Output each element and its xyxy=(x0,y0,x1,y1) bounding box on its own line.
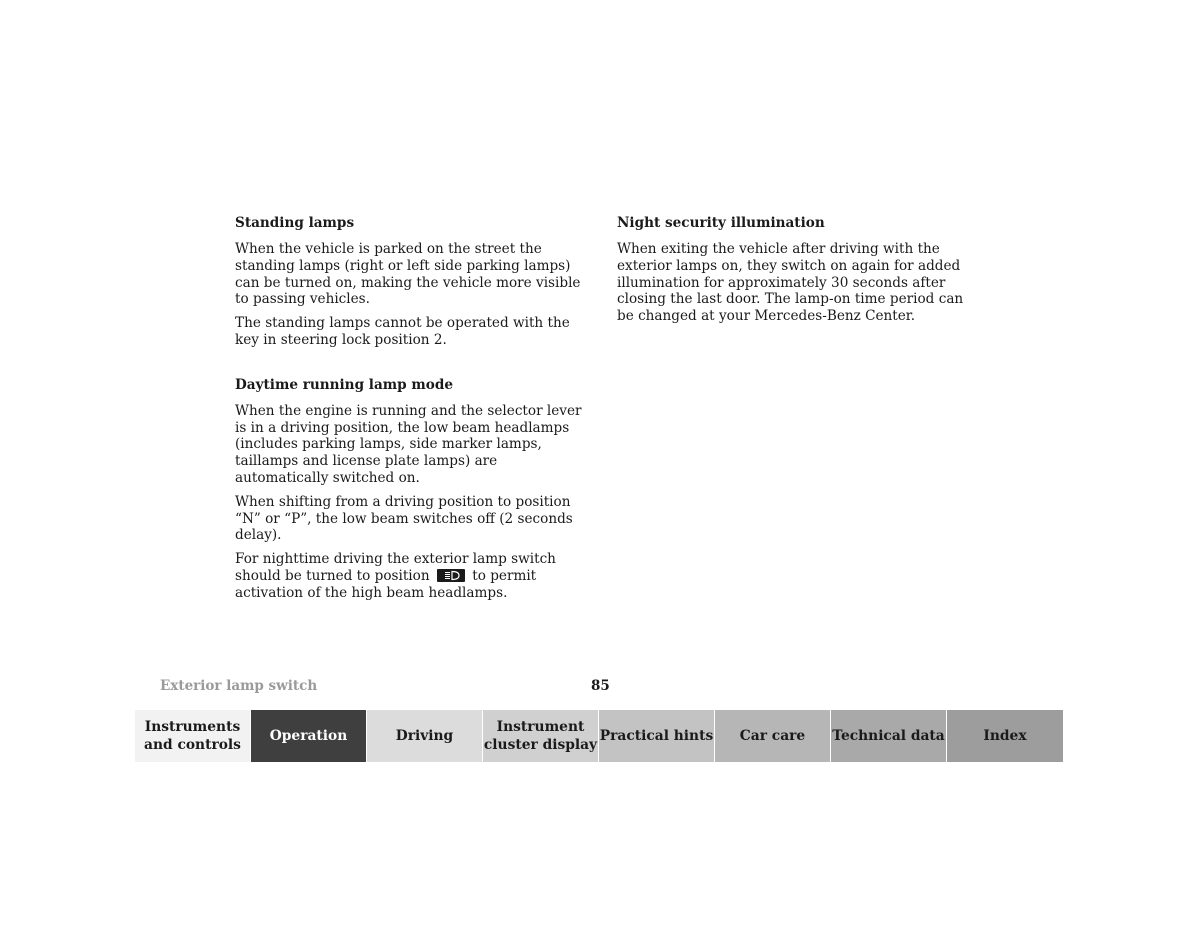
paragraph-text-after-icon: to permit activation of the high beam headlamps. xyxy=(235,567,537,601)
standing-lamps-heading: Standing lamps xyxy=(235,215,355,231)
standing-lamps-paragraph-2: The standing lamps cannot be operated with the key in steering lock position 2. xyxy=(235,315,570,348)
page-number: 85 xyxy=(591,678,610,694)
right-column xyxy=(617,214,977,332)
nav-tab-label: Instrument cluster display xyxy=(483,719,598,753)
nav-tab-label: Instruments and controls xyxy=(144,719,241,753)
nav-tab-label: Index xyxy=(983,728,1027,744)
nav-tab-car-care[interactable] xyxy=(715,710,831,762)
section-title: Exterior lamp switch xyxy=(160,678,318,694)
standing-lamps-paragraph-1: When the vehicle is parked on the street the standing lamps (right or left side parking lamps) can be turned on, making the vehicle more visible to passing vehicles. xyxy=(235,241,581,308)
nav-tab-label: Car care xyxy=(739,728,806,744)
night-security-heading: Night security illumination xyxy=(617,215,825,231)
night-security-paragraph: When exiting the vehicle after driving with the exterior lamps on, they switch on again for added illumination for approximately 30 seconds after closing the last door. The lamp-on time period can be changed at your Mercedes-Benz Center. xyxy=(617,241,964,325)
daytime-running-paragraph-3 xyxy=(235,551,585,601)
nav-tab-operation[interactable] xyxy=(251,710,367,762)
chapter-navigation-bar xyxy=(135,710,1064,762)
daytime-running-paragraph-2: When shifting from a driving position to position “N” or “P”, the low beam switches off (2 seconds delay). xyxy=(235,493,573,544)
left-column xyxy=(235,214,585,609)
nav-tab-practical-hints[interactable] xyxy=(599,710,715,762)
nav-tab-label: Practical hints xyxy=(599,728,714,744)
nav-tab-instrument-cluster-display[interactable] xyxy=(483,710,599,762)
daytime-running-paragraph-1: When the engine is running and the selector lever is in a driving position, the low beam headlamps (includes parking lamps, side marker lamps, taillamps and license plate lamps) are automatically switched on. xyxy=(235,402,582,486)
nav-tab-technical-data[interactable] xyxy=(831,710,947,762)
nav-tab-index[interactable] xyxy=(947,710,1063,762)
paragraph-text-before-icon: For nighttime driving the exterior lamp switch should be turned to position xyxy=(235,551,556,584)
nav-tab-instruments-and-controls[interactable] xyxy=(135,710,251,762)
nav-tab-label: Driving xyxy=(395,728,454,744)
high-beam-headlamp-icon xyxy=(437,569,465,582)
daytime-running-heading: Daytime running lamp mode xyxy=(235,376,453,393)
nav-tab-label: Operation xyxy=(269,728,348,744)
nav-tab-driving[interactable] xyxy=(367,710,483,762)
nav-tab-label: Technical data xyxy=(832,728,945,744)
